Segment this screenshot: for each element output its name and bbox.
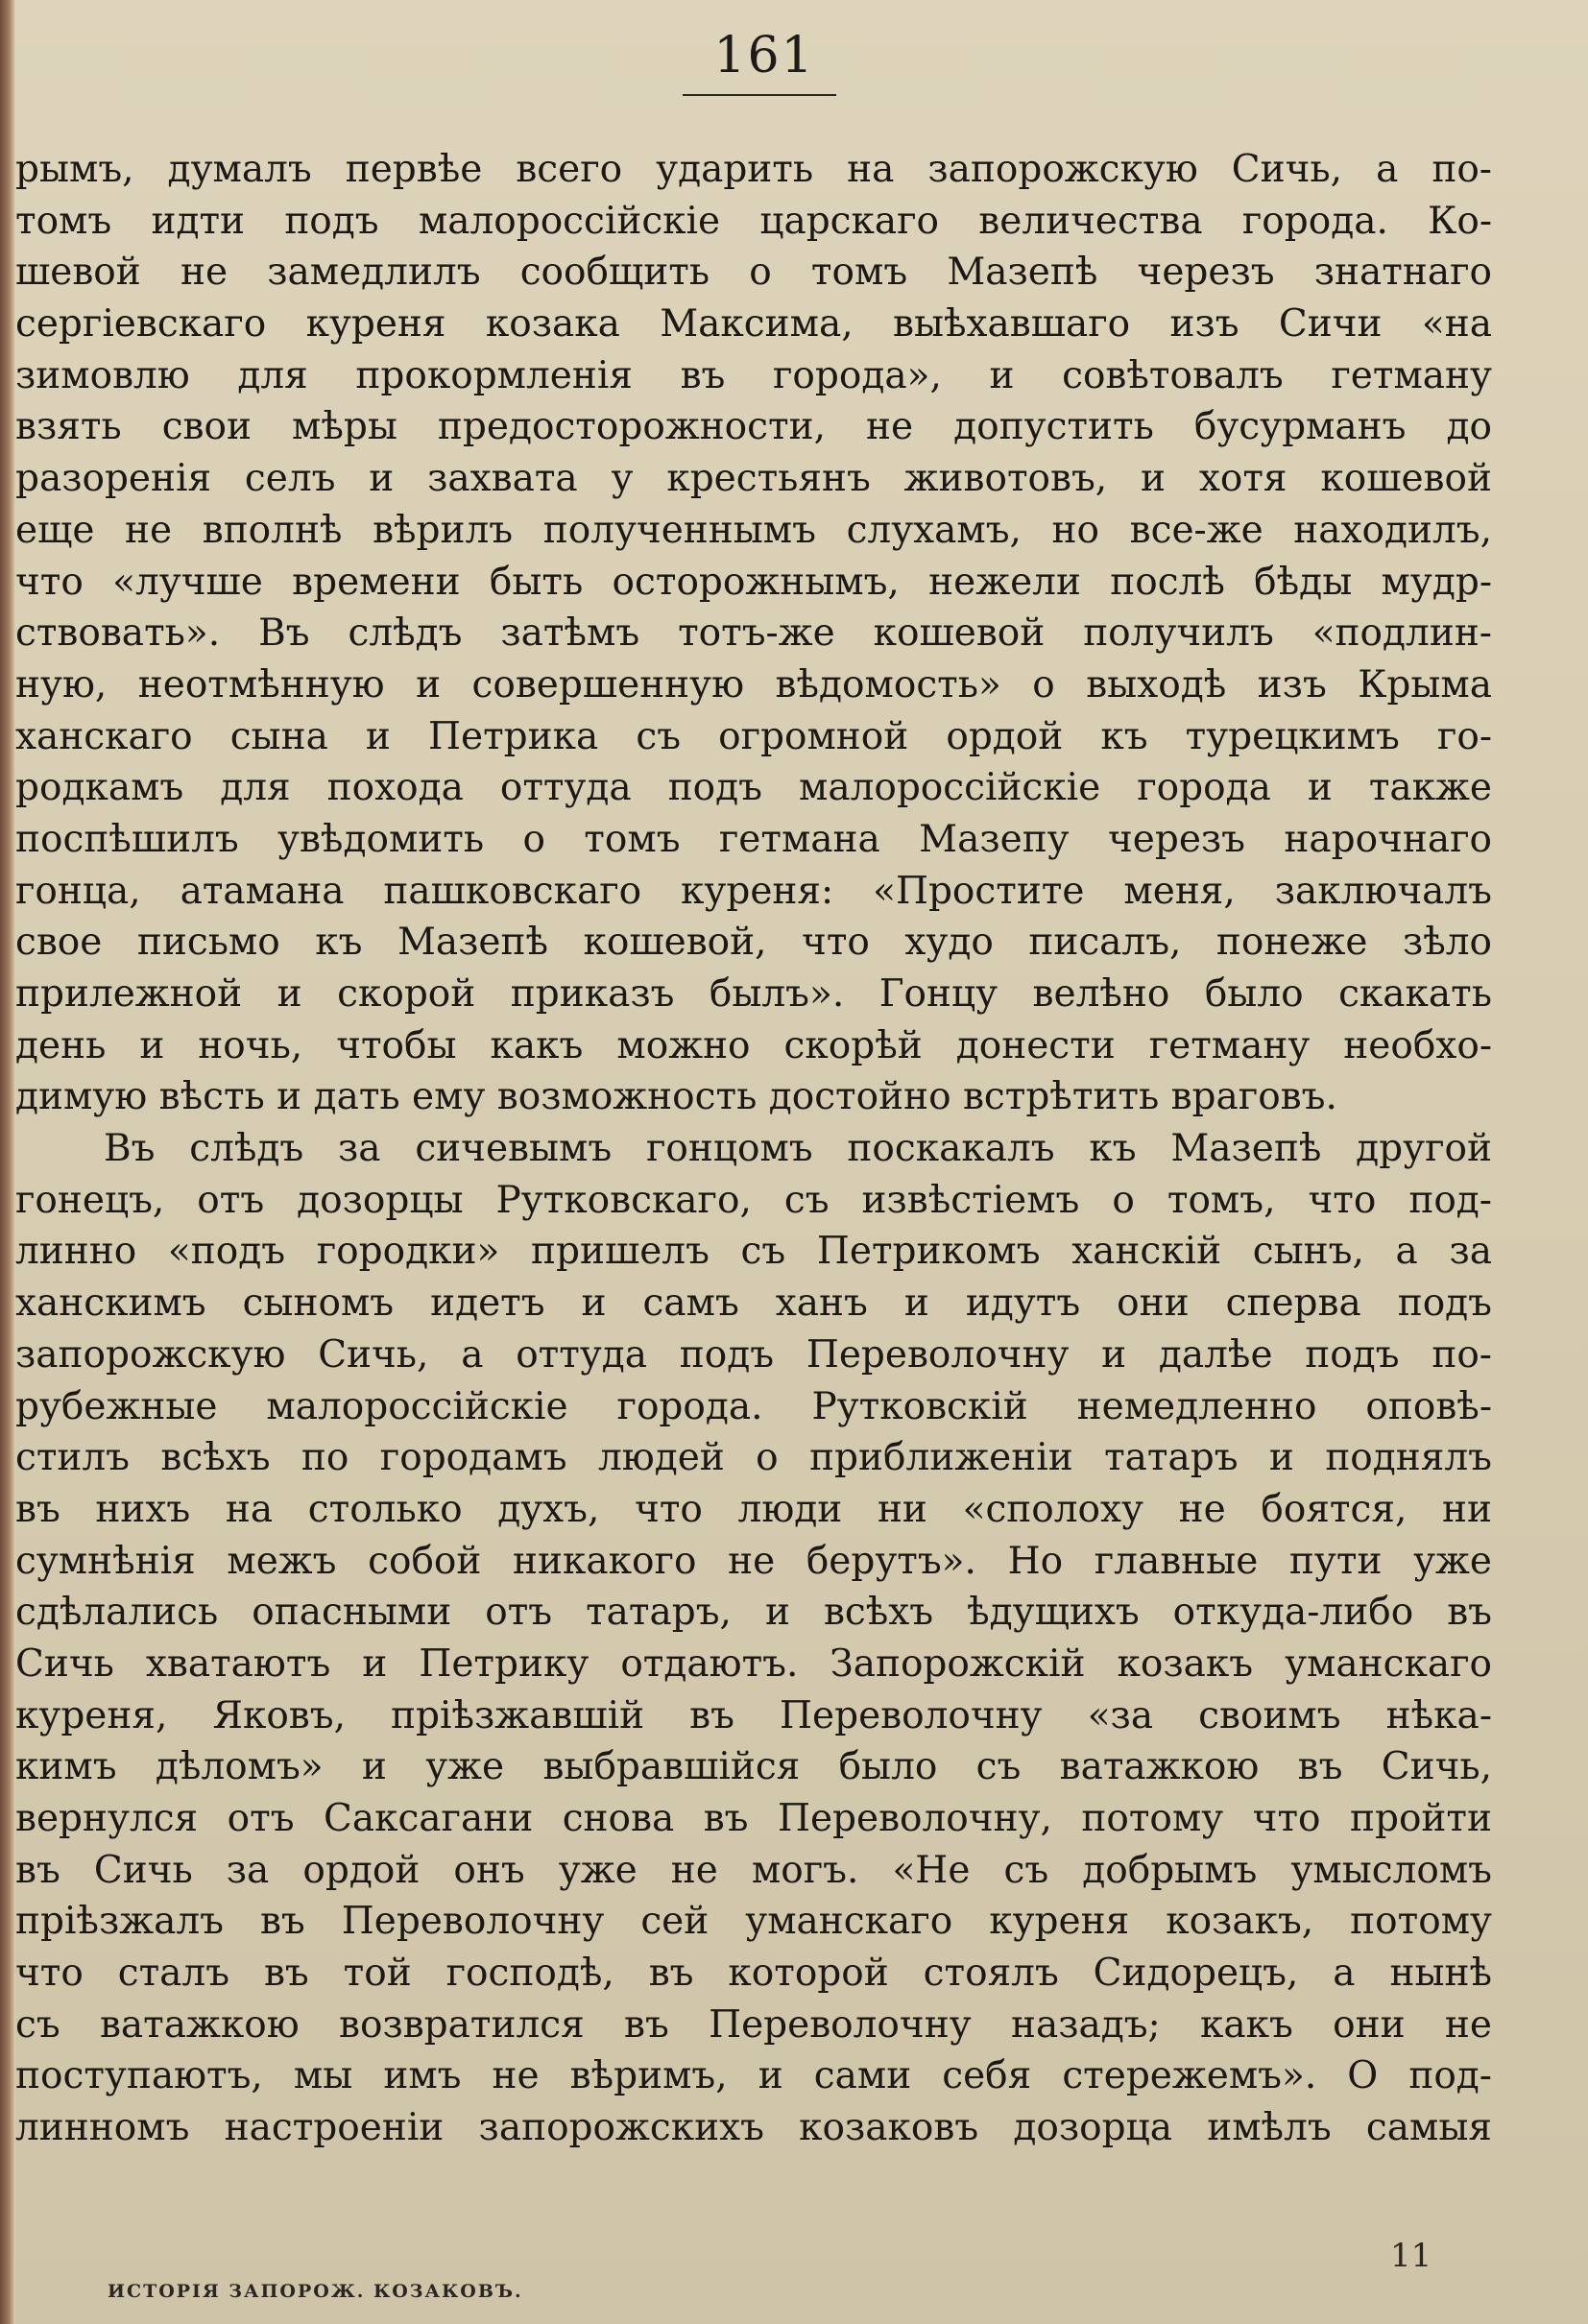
text-line: взять свои мѣры предосторожности, не допустить бусурманъ до <box>15 405 1492 449</box>
text-line: разоренія селъ и захвата у крестьянъ животовъ, и хотя кошевой <box>15 457 1492 501</box>
text-line: куреня, Яковъ, пріѣзжавшій въ Переволочну «за своимъ нѣка- <box>15 1693 1492 1737</box>
text-line: Сичь хватаютъ и Петрику отдаютъ. Запорожскій козакъ уманскаго <box>15 1641 1492 1686</box>
text-line: рымъ, думалъ первѣе всего ударить на запорожскую Сичь, а по- <box>15 148 1492 191</box>
paragraph-start-line: Въ слѣдъ за сичевымъ гонцомъ поскакалъ къ Мазепѣ другой <box>104 1127 1492 1171</box>
text-line: въ Сичь за ордой онъ уже не могъ. «Не съ добрымъ умысломъ <box>15 1848 1492 1892</box>
text-line: сдѣлались опасными отъ татаръ, и всѣхъ ѣдущихъ откуда-либо въ <box>15 1591 1492 1635</box>
text-line: еще не вполнѣ вѣрилъ полученнымъ слухамъ, но все-же находилъ, <box>15 508 1492 552</box>
text-line: ную, неотмѣнную и совершенную вѣдомость» о выходѣ изъ Крыма <box>15 662 1492 707</box>
header-rule <box>683 94 836 96</box>
text-line: свое письмо къ Мазепѣ кошевой, что худо писалъ, понеже зѣло <box>15 921 1492 965</box>
text-line: гонецъ, отъ дозорцы Рутковскаго, съ извѣстіемъ о томъ, что под- <box>15 1178 1492 1222</box>
text-line: что «лучше времени быть осторожнымъ, нежели послѣ бѣды мудр- <box>15 560 1492 604</box>
text-line: поступаютъ, мы имъ не вѣримъ, и сами себя стережемъ». О под- <box>15 2054 1492 2098</box>
text-line: съ ватажкою возвратился въ Переволочну назадъ; какъ они не <box>15 2002 1492 2047</box>
signature-mark: 11 <box>1390 2237 1432 2275</box>
text-line: кимъ дѣломъ» и уже выбравшійся было съ ватажкою въ Сичь, <box>15 1745 1492 1789</box>
text-line: ствовать». Въ слѣдъ затѣмъ тотъ-же кошевой получилъ «подлин- <box>15 611 1492 656</box>
text-line: что сталъ въ той господѣ, въ которой стоялъ Сидорецъ, а нынѣ <box>15 1952 1492 1996</box>
body-text <box>15 144 1492 2154</box>
text-line: ханскимъ сыномъ идетъ и самъ ханъ и идутъ они сперва подъ <box>15 1282 1492 1326</box>
text-line: рубежные малороссійскіе города. Рутковскій немедленно оповѣ- <box>15 1384 1492 1428</box>
text-line: томъ идти подъ малороссійскіе царскаго величества города. Ко- <box>15 199 1492 243</box>
text-line: гонца, атамана пашковскаго куреня: «Простите меня, заключалъ <box>15 869 1492 913</box>
text-line: сергіевскаго куреня козака Максима, выѣхавшаго изъ Сичи «на <box>15 302 1492 347</box>
paragraph-end-line: димую вѣсть и дать ему возможность достойно встрѣтить враговъ. <box>15 1075 1337 1119</box>
text-line: линномъ настроеніи запорожскихъ козаковъ дозорца имѣлъ самыя <box>15 2106 1492 2150</box>
text-line: зимовлю для прокормленія въ города», и совѣтовалъ гетману <box>15 353 1492 397</box>
book-spine-edge <box>0 0 15 2324</box>
text-line: родкамъ для похода оттуда подъ малороссійскіе города и также <box>15 766 1492 810</box>
footer-book-title: ИСТОРІЯ ЗАПОРОЖ. КОЗАКОВЪ. <box>108 2281 523 2302</box>
book-page <box>15 0 1588 2324</box>
text-line: день и ночь, чтобы какъ можно скорѣй донести гетману необхо- <box>15 1023 1492 1067</box>
text-line: стилъ всѣхъ по городамъ людей о приближеніи татаръ и поднялъ <box>15 1436 1492 1480</box>
text-line: вернулся отъ Саксагани снова въ Переволочну, потому что пройти <box>15 1797 1492 1840</box>
text-line: сумнѣнія межъ собой никакого не берутъ». Но главные пути уже <box>15 1539 1492 1583</box>
text-line: запорожскую Сичь, а оттуда подъ Переволочну и далѣе подъ по- <box>15 1332 1492 1377</box>
text-line: пріѣзжалъ въ Переволочну сей уманскаго куреня козакъ, потому <box>15 1900 1492 1944</box>
text-line: ханскаго сына и Петрика съ огромной ордой къ турецкимъ го- <box>15 714 1492 758</box>
page-number: 161 <box>713 27 815 84</box>
text-line: линно «подъ городки» пришелъ съ Петрикомъ ханскій сынъ, а за <box>15 1230 1492 1274</box>
text-line: шевой не замедлилъ сообщить о томъ Мазепѣ черезъ знатнаго <box>15 251 1492 295</box>
text-line: въ нихъ на столько духъ, что люди ни «сполоху не боятся, ни <box>15 1487 1492 1531</box>
text-line: поспѣшилъ увѣдомить о томъ гетмана Мазепу черезъ нарочнаго <box>15 817 1492 861</box>
text-line: прилежной и скорой приказъ былъ». Гонцу велѣно было скакать <box>15 972 1492 1016</box>
